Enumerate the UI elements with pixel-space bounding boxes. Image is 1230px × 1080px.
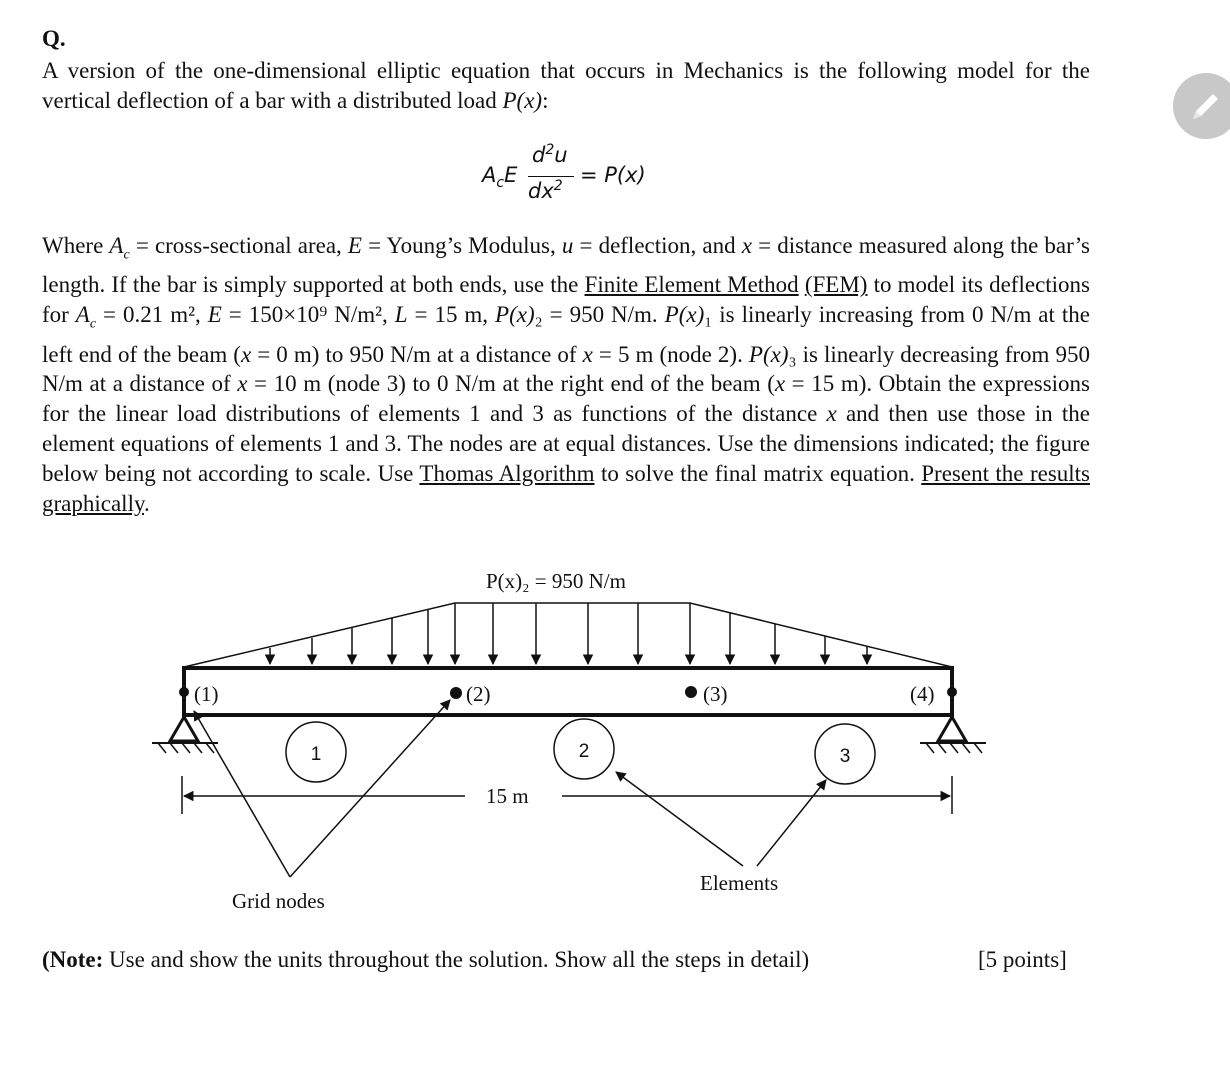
load-arrows <box>270 603 867 664</box>
node-dot-4 <box>947 687 957 697</box>
node-label-3: (3) <box>703 682 728 706</box>
note: (Note: Use and show the units throughout the solution. Show all the steps in detail) <box>42 947 810 972</box>
edit-button[interactable] <box>1173 73 1230 139</box>
node-label-1: (1) <box>194 682 219 706</box>
pencil-icon <box>1187 87 1225 125</box>
fem-link-text: Finite Element Method <box>584 272 799 298</box>
intro-paragraph: A version of the one-dimensional elliptic equation that occurs in Mechanics is the following model for the vertical deflection of a bar with a distributed load P(x): <box>42 58 1090 113</box>
question-label: Q. <box>42 26 66 51</box>
beam <box>184 668 952 715</box>
points-label: [5 points] <box>978 947 1067 972</box>
thomas-link-text: Thomas Algorithm <box>419 460 595 486</box>
length-label: 15 m <box>486 784 529 808</box>
beam-figure <box>0 560 1230 940</box>
right-support <box>920 717 986 753</box>
load-distribution-outline <box>184 603 952 667</box>
grid-nodes-label: Grid nodes <box>232 889 325 913</box>
problem-statement: Where $A_c$ = cross-sectional area, E = Young’s Modulus, u = deflection, and x = distance measured along the bar’s length. If the bar is simply supported at both ends, use the Finite Element Method (FEM) to model its deflections for $A_c = 0.21$ m², E = 150×10⁹ N/m², L = 15 m, P(x)₂ = 950 N/m. P(x)₁ is linearly increasing from 0 N/m at the left end of the beam (x = 0 m) to 950 N/m at a distance of x = 5 m (node 2). P(x)₃ is linearly decreasing from 950 N/m at a distance of x = 10 m (node 3) to 0 N/m at the right end of the beam (x = 15 m). Obtain the expressions for the linear load distributions of elements 1 and 3 as functions of the distance x and then use those in the element equations of elements 1 and 3. The nodes are at equal distances. Use the dimensions indicated; the figure below being not according to scale. Use Thomas Algorithm to solve the final matrix equation. Present the results graphically. <box>42 233 1091 516</box>
node-label-2: (2) <box>466 682 491 706</box>
governing-equation: $A_cE$ $d^2u$ $dx^2$ = P(x) <box>482 142 646 203</box>
load-label: P(x)₂ = 950 N/m <box>486 569 626 593</box>
node-dot-1 <box>179 687 189 697</box>
element-label-1: 1 <box>310 744 322 765</box>
elements-pointers <box>616 772 826 866</box>
node-dot-2 <box>450 687 462 699</box>
element-label-2: 2 <box>578 741 590 762</box>
node-label-4: (4) <box>910 682 935 706</box>
present-results-text: Present the results graphically <box>42 460 1090 516</box>
node-dot-3 <box>685 686 697 698</box>
elements-label: Elements <box>700 871 779 895</box>
element-label-3: 3 <box>839 746 851 767</box>
